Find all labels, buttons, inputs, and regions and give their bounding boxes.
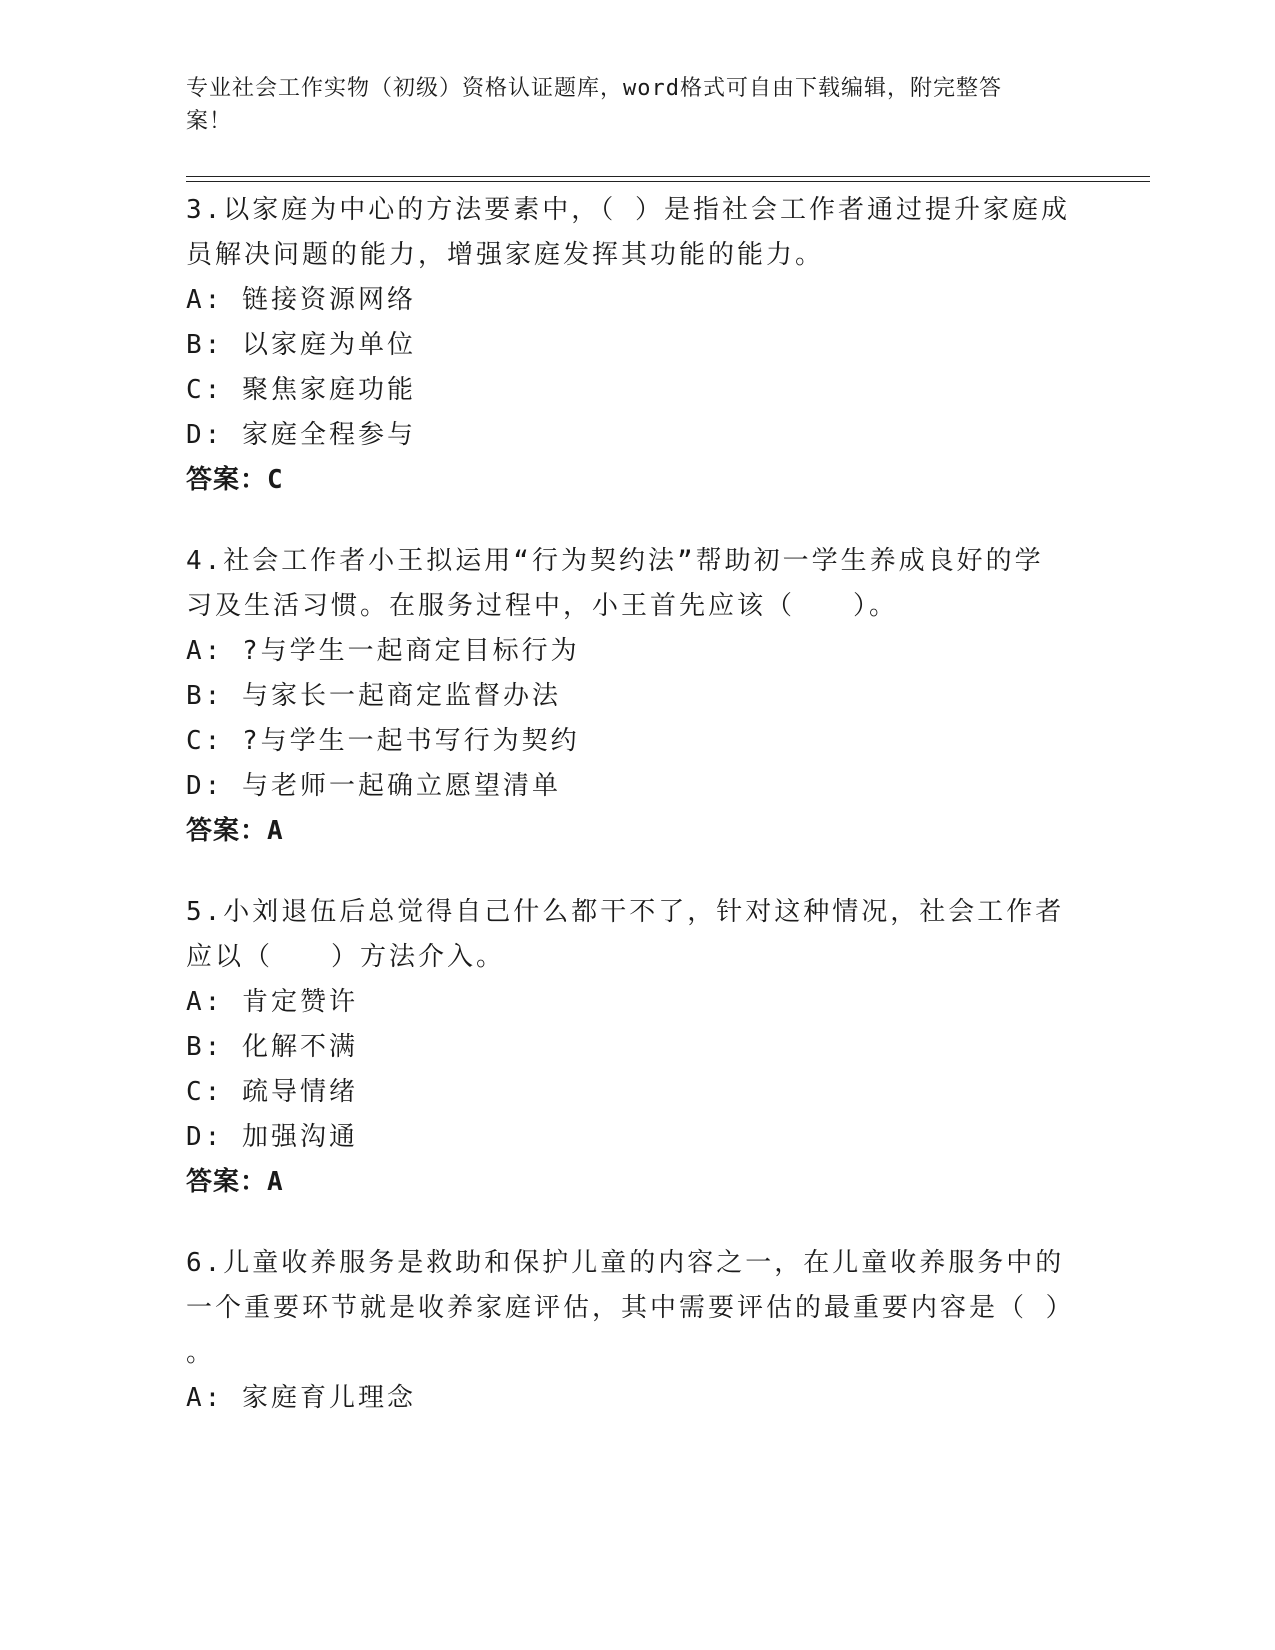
header-line-1: 专业社会工作实物（初级）资格认证题库，word格式可自由下载编辑，附完整答	[186, 76, 1002, 101]
option-b: B: 化解不满	[186, 1032, 358, 1062]
answer-line: 答案：A	[186, 816, 284, 846]
question-stem-line: 应以（ ）方法介入。	[186, 942, 506, 972]
page-header	[186, 72, 1066, 138]
option-a: A: 链接资源网络	[186, 285, 416, 315]
option-a: A: 肯定赞许	[186, 987, 358, 1017]
question-6	[186, 1241, 1086, 1421]
option-c: C: 聚焦家庭功能	[186, 375, 416, 405]
answer-line: 答案：A	[186, 1167, 284, 1197]
question-stem-line: 员解决问题的能力，增强家庭发挥其功能的能力。	[186, 240, 825, 270]
option-c: C: 疏导情绪	[186, 1077, 358, 1107]
question-stem-line: 5.小刘退伍后总觉得自己什么都干不了，针对这种情况，社会工作者	[186, 897, 1065, 927]
option-d: D: 与老师一起确立愿望清单	[186, 771, 561, 801]
option-d: D: 加强沟通	[186, 1122, 358, 1152]
header-divider-top	[186, 176, 1150, 177]
option-b: B: 以家庭为单位	[186, 330, 416, 360]
question-4	[186, 539, 1086, 854]
option-a: A: 家庭育儿理念	[186, 1383, 416, 1413]
option-b: B: 与家长一起商定监督办法	[186, 681, 561, 711]
answer-line: 答案：C	[186, 465, 284, 495]
option-d: D: 家庭全程参与	[186, 420, 416, 450]
question-stem-line: 习及生活习惯。在服务过程中，小王首先应该（ ）。	[186, 591, 899, 621]
option-c: C: ?与学生一起书写行为契约	[186, 726, 580, 756]
header-divider-bottom	[186, 181, 1150, 182]
question-stem-line: 一个重要环节就是收养家庭评估，其中需要评估的最重要内容是（ ）	[186, 1293, 1075, 1323]
question-stem-line: 3.以家庭为中心的方法要素中，（ ）是指社会工作者通过提升家庭成	[186, 195, 1070, 225]
question-list	[186, 188, 1086, 1457]
option-a: A: ?与学生一起商定目标行为	[186, 636, 580, 666]
question-stem-line: 4.社会工作者小王拟运用“行为契约法”帮助初一学生养成良好的学	[186, 546, 1044, 576]
question-stem-line: 6.儿童收养服务是救助和保护儿童的内容之一，在儿童收养服务中的	[186, 1248, 1065, 1278]
question-stem-line: 。	[186, 1338, 216, 1368]
question-3	[186, 188, 1086, 503]
header-line-2: 案！	[186, 109, 233, 134]
question-5	[186, 890, 1086, 1205]
